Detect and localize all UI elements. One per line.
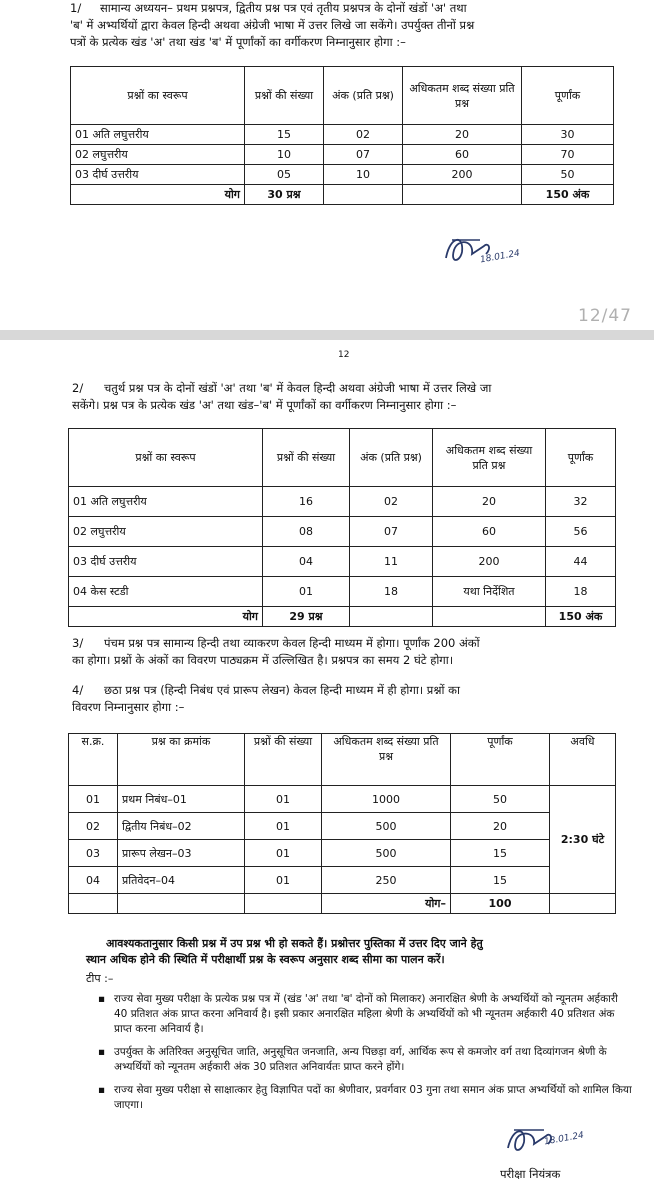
section1-line-a: सामान्य अध्ययन– प्रथम प्रश्नपत्र, द्वितीय प्रश्न पत्र एवं तृतीय प्रश्नपत्र के दोनों खंडों 'अ' तथा	[100, 1, 467, 15]
cell-question: प्रारूप लेखन–03	[118, 840, 245, 867]
cell-serial: 02	[69, 813, 118, 840]
header-serial: स.क्र.	[69, 734, 118, 786]
cell-marks: 02	[350, 487, 433, 517]
cell-count: 01	[245, 813, 322, 840]
section4-essay-table	[68, 733, 616, 914]
cell-count: 01	[263, 577, 350, 607]
document-page-2	[0, 340, 654, 1200]
header-question-type: प्रश्नों का स्वरूप	[69, 429, 263, 487]
cell-serial: 04	[69, 867, 118, 894]
list-item: ▪ राज्य सेवा मुख्य परीक्षा के प्रत्येक प्रश्न पत्र में (खंड 'अ' तथा 'ब' दोनों को मिलाकर) अनारक्षित श्रेणी के अभ्यर्थियों को न्यूनतम अर्हकारी 40 प्रतिशत अंक प्राप्त करना अनिवार्य है। इसी प्रकार अनारक्षित महिला श्रेणी के अभ्यर्थियों को भी न्यूनतम अर्हकारी 40 प्रतिशत अंक प्राप्त करना अनिवार्य है।	[92, 992, 632, 1037]
signature-1-date: 18.01.24	[479, 248, 521, 266]
cell-count: 05	[245, 165, 324, 185]
table-row	[69, 840, 616, 867]
cell-type: 03 दीर्घ उत्तरीय	[69, 547, 263, 577]
table-total-row	[69, 607, 616, 627]
section2-number: 2/	[72, 381, 84, 395]
cell-total: 32	[546, 487, 616, 517]
cell-count: 01	[245, 786, 322, 813]
cell-question: द्वितीय निबंध–02	[118, 813, 245, 840]
cell-count: 01	[245, 867, 322, 894]
cell-count: 10	[245, 145, 324, 165]
list-item: ▪ राज्य सेवा मुख्य परीक्षा से साक्षात्कार हेतु विज्ञापित पदों का श्रेणीवार, प्रवर्गवार 03 गुना तथा समान अंक प्राप्त अभ्यर्थियों को शामिल किया जाएगा।	[92, 1083, 632, 1113]
signature-1	[440, 228, 530, 278]
section4-number: 4/	[72, 683, 84, 697]
header-max-words: अधिकतम शब्द संख्या प्रति प्रश्न	[322, 734, 451, 786]
table-row	[69, 487, 616, 517]
cell-type: 01 अति लघुत्तरीय	[69, 487, 263, 517]
cell-count: 15	[245, 125, 324, 145]
table-total-row	[69, 894, 616, 914]
header-question-no: प्रश्न का क्रमांक	[118, 734, 245, 786]
list-item: ▪ उपर्युक्त के अतिरिक्त अनुसूचित जाति, अनुसूचित जनजाति, अन्य पिछड़ा वर्ग, आर्थिक रूप से कमजोर वर्ग तथा दिव्यांगजन श्रेणी के अभ्यर्थियों को न्यूनतम अर्हकारी अंक 30 प्रतिशत अनिवार्यतः प्राप्त करने होंगे।	[92, 1045, 632, 1075]
cell-words: 500	[322, 840, 451, 867]
cell-words: 1000	[322, 786, 451, 813]
cell-type: 02 लघुत्तरीय	[71, 145, 245, 165]
signature-2-date: 18.01.24	[543, 1130, 585, 1148]
section1-paragraph	[70, 0, 630, 51]
cell-total: 30	[522, 125, 614, 145]
note-bold-line-b: स्थान अधिक होने की स्थिति में परीक्षार्थी प्रश्न के स्वरूप अनुसार शब्द सीमा का पालन करें।	[86, 953, 445, 966]
header-total-marks: पूर्णांक	[546, 429, 616, 487]
section1-line-c: पत्रों के प्रत्येक खंड 'अ' तथा खंड 'ब' में पूर्णांकों का वर्गीकरण निम्नानुसार होगा :–	[70, 35, 406, 49]
cell-type: 01 अति लघुत्तरीय	[71, 125, 245, 145]
cell-words: 20	[403, 125, 522, 145]
section3-number: 3/	[72, 636, 84, 650]
cell-words: 250	[322, 867, 451, 894]
cell-serial: 01	[69, 786, 118, 813]
note-bold-line-a: आवश्यकतानुसार किसी प्रश्न में उप प्रश्न भी हो सकते हैं। प्रश्नोत्तर पुस्तिका में उत्तर दिए जाने हेतु	[106, 937, 483, 950]
table-header-row	[69, 734, 616, 786]
cell-total: 18	[546, 577, 616, 607]
cell-question: प्रतिवेदन–04	[118, 867, 245, 894]
cell-marks: 07	[324, 145, 403, 165]
total-marks: 150 अंक	[546, 607, 616, 627]
cell-words: 500	[322, 813, 451, 840]
header-question-count: प्रश्नों की संख्या	[245, 67, 324, 125]
cell-marks: 11	[350, 547, 433, 577]
page-separator	[0, 330, 654, 340]
header-marks-per-question: अंक (प्रति प्रश्न)	[324, 67, 403, 125]
cell-total: 50	[451, 786, 550, 813]
table-row	[69, 867, 616, 894]
header-duration: अवधि	[550, 734, 616, 786]
table-row	[71, 125, 614, 145]
section3-paragraph	[72, 635, 642, 669]
section2-marks-table	[68, 428, 616, 627]
cell-count: 08	[263, 517, 350, 547]
total-questions: 29 प्रश्न	[263, 607, 350, 627]
section3-line-a: पंचम प्रश्न पत्र सामान्य हिन्दी तथा व्याकरण केवल हिन्दी माध्यम में होगा। पूर्णांक 200 अंकों	[104, 636, 480, 650]
table-total-row	[71, 185, 614, 205]
document-page-1	[0, 0, 654, 330]
cell-duration: 2:30 घंटे	[550, 786, 616, 894]
header-total-marks: पूर्णांक	[451, 734, 550, 786]
cell-marks: 02	[324, 125, 403, 145]
cell-words: यथा निर्देशित	[433, 577, 546, 607]
section4-paragraph	[72, 682, 642, 716]
cell-words: 20	[433, 487, 546, 517]
total-label: योग–	[322, 894, 451, 914]
section3-line-b: का होगा। प्रश्नों के अंकों का विवरण पाठ्यक्रम में उल्लिखित है। प्रश्नपत्र का समय 2 घंटे होगा।	[72, 653, 454, 667]
section4-line-b: विवरण निम्नानुसार होगा :–	[72, 700, 185, 714]
table-header-row	[71, 67, 614, 125]
cell-total: 44	[546, 547, 616, 577]
cell-type: 03 दीर्घ उत्तरीय	[71, 165, 245, 185]
section4-line-a: छठा प्रश्न पत्र (हिन्दी निबंध एवं प्रारूप लेखन) केवल हिन्दी माध्यम में ही होगा। प्रश्नों का	[104, 683, 460, 697]
table-row	[69, 577, 616, 607]
cell-words: 200	[403, 165, 522, 185]
notes-list	[92, 992, 632, 1121]
table-row	[71, 145, 614, 165]
total-questions: 30 प्रश्न	[245, 185, 324, 205]
header-max-words: अधिकतम शब्द संख्या प्रति प्रश्न	[433, 429, 546, 487]
section1-line-b: 'ब' में अभ्यर्थियों द्वारा केवल हिन्दी अथवा अंग्रेजी भाषा में उत्तर लिखे जा सकेंगे। उपर्युक्त तीनों प्रश्न	[70, 18, 475, 32]
cell-total: 15	[451, 867, 550, 894]
table-row	[69, 517, 616, 547]
section2-paragraph	[72, 380, 642, 414]
table-row	[71, 165, 614, 185]
cell-serial: 03	[69, 840, 118, 867]
cell-words: 60	[403, 145, 522, 165]
cell-total: 20	[451, 813, 550, 840]
header-marks-per-question: अंक (प्रति प्रश्न)	[350, 429, 433, 487]
cell-count: 16	[263, 487, 350, 517]
cell-question: प्रथम निबंध–01	[118, 786, 245, 813]
section1-marks-table	[70, 66, 614, 205]
header-max-words: अधिकतम शब्द संख्या प्रति प्रश्न	[403, 67, 522, 125]
cell-count: 01	[245, 840, 322, 867]
page-number: 12	[338, 350, 350, 360]
note-bold	[86, 936, 642, 968]
total-marks: 100	[451, 894, 550, 914]
cell-total: 15	[451, 840, 550, 867]
signatory: परीक्षा नियंत्रक	[500, 1167, 561, 1181]
cell-marks: 10	[324, 165, 403, 185]
total-label: योग	[69, 607, 263, 627]
table-row	[69, 786, 616, 813]
cell-total: 56	[546, 517, 616, 547]
header-question-count: प्रश्नों की संख्या	[263, 429, 350, 487]
section2-line-a: चतुर्थ प्रश्न पत्र के दोनों खंडों 'अ' तथा 'ब' में केवल हिन्दी अथवा अंग्रेजी भाषा में उत्तर लिखे जा	[104, 381, 492, 395]
header-question-type: प्रश्नों का स्वरूप	[71, 67, 245, 125]
cell-total: 70	[522, 145, 614, 165]
cell-count: 04	[263, 547, 350, 577]
cell-marks: 18	[350, 577, 433, 607]
signature-2	[500, 1120, 600, 1166]
cell-words: 60	[433, 517, 546, 547]
cell-type: 02 लघुत्तरीय	[69, 517, 263, 547]
cell-type: 04 केस स्टडी	[69, 577, 263, 607]
tip-label: टीप :–	[86, 972, 114, 985]
table-row	[69, 813, 616, 840]
section2-line-b: सकेंगे। प्रश्न पत्र के प्रत्येक खंड 'अ' तथा खंड–'ब' में पूर्णांकों का वर्गीकरण निम्नानुसार होगा :–	[72, 398, 457, 412]
table-row	[69, 547, 616, 577]
header-total-marks: पूर्णांक	[522, 67, 614, 125]
total-marks: 150 अंक	[522, 185, 614, 205]
table-header-row	[69, 429, 616, 487]
section1-number: 1/	[70, 1, 82, 15]
total-label: योग	[71, 185, 245, 205]
cell-total: 50	[522, 165, 614, 185]
page-counter: 12/47	[578, 306, 632, 326]
header-question-count: प्रश्नों की संख्या	[245, 734, 322, 786]
cell-words: 200	[433, 547, 546, 577]
cell-marks: 07	[350, 517, 433, 547]
